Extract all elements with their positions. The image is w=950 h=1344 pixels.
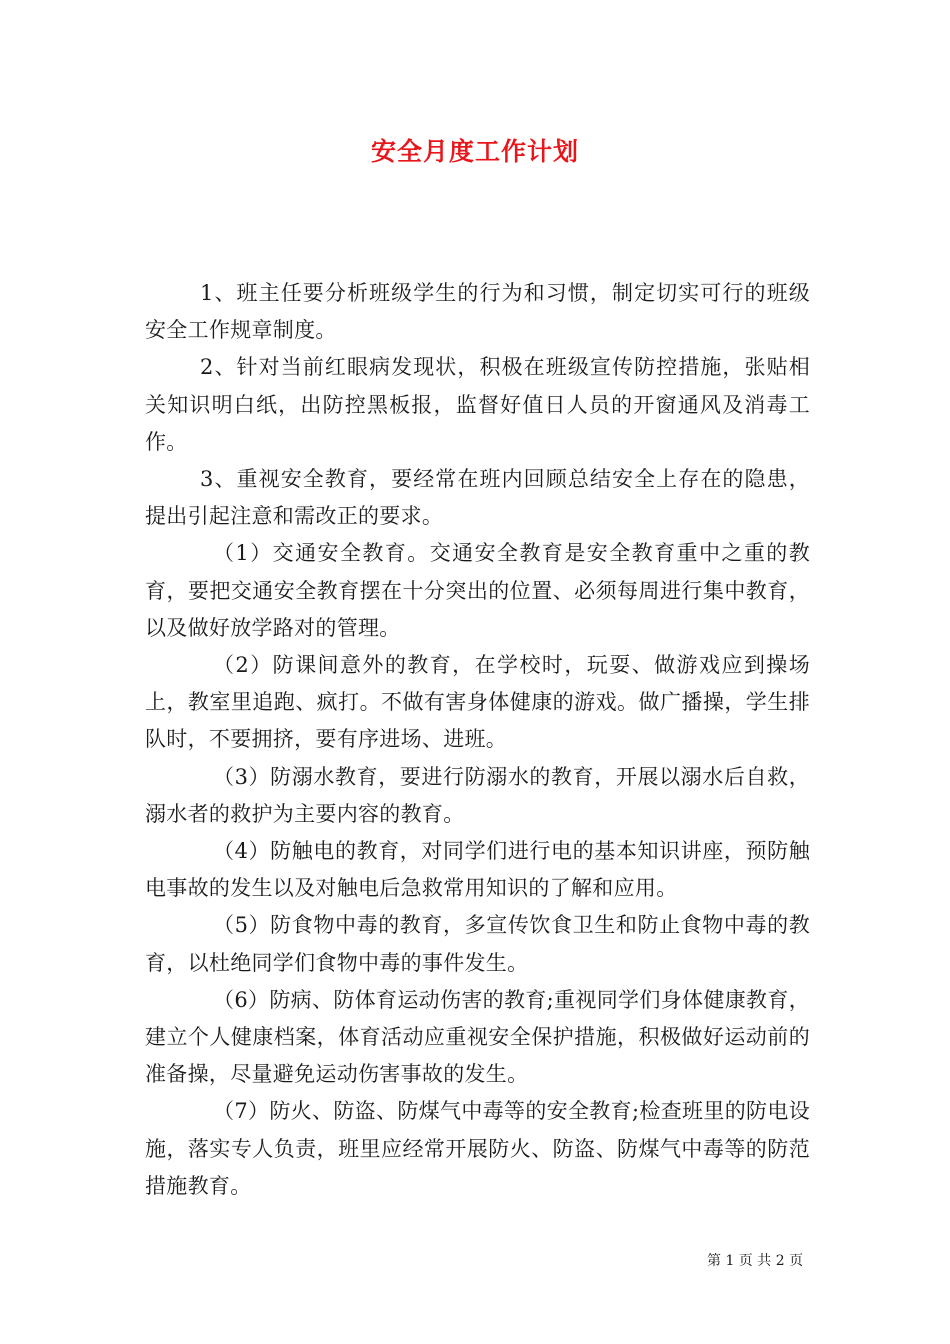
paragraph-traffic-safety: （1）交通安全教育。交通安全教育是安全教育重中之重的教育，要把交通安全教育摆在十分突出的位置、必须每周进行集中教育，以及做好放学路对的管理。 (145, 541, 810, 640)
paragraph-drowning-safety: （3）防溺水教育，要进行防溺水的教育，开展以溺水后自救，溺水者的救护为主要内容的教育。 (145, 764, 810, 826)
paragraph-2: 2、针对当前红眼病发现状，积极在班级宣传防控措施，张贴相关知识明白纸，出防控黑板报，监督好值日人员的开窗通风及消毒工作。 (145, 355, 810, 454)
document-body (145, 275, 810, 1205)
paragraph-sports-safety: （6）防病、防体育运动伤害的教育;重视同学们身体健康教育，建立个人健康档案，体育活动应重视安全保护措施，积极做好运动前的准备操，尽量避免运动伤害事故的发生。 (145, 987, 810, 1087)
paragraph-food-safety: （5）防食物中毒的教育，多宣传饮食卫生和防止食物中毒的教育，以杜绝同学们食物中毒的事件发生。 (145, 913, 810, 975)
paragraph-1: 1、班主任要分析班级学生的行为和习惯，制定切实可行的班级安全工作规章制度。 (145, 281, 810, 343)
paragraph-fire-theft-safety: （7）防火、防盗、防煤气中毒等的安全教育;检查班里的防电设施，落实专人负责，班里应经常开展防火、防盗、防煤气中毒等的防范措施教育。 (145, 1099, 810, 1198)
page-number: 第 1 页 共 2 页 (707, 1253, 804, 1269)
paragraph-3: 3、重视安全教育，要经常在班内回顾总结安全上存在的隐患，提出引起注意和需改正的要求。 (145, 467, 810, 529)
document-title: 安全月度工作计划 (370, 137, 579, 166)
paragraph-recess-safety: （2）防课间意外的教育，在学校时，玩耍、做游戏应到操场上，教室里追跑、疯打。不做有害身体健康的游戏。做广播操，学生排队时，不要拥挤，要有序进场、进班。 (145, 653, 810, 752)
paragraph-electric-safety: （4）防触电的教育，对同学们进行电的基本知识讲座，预防触电事故的发生以及对触电后急救常用知识的了解和应用。 (145, 839, 810, 901)
